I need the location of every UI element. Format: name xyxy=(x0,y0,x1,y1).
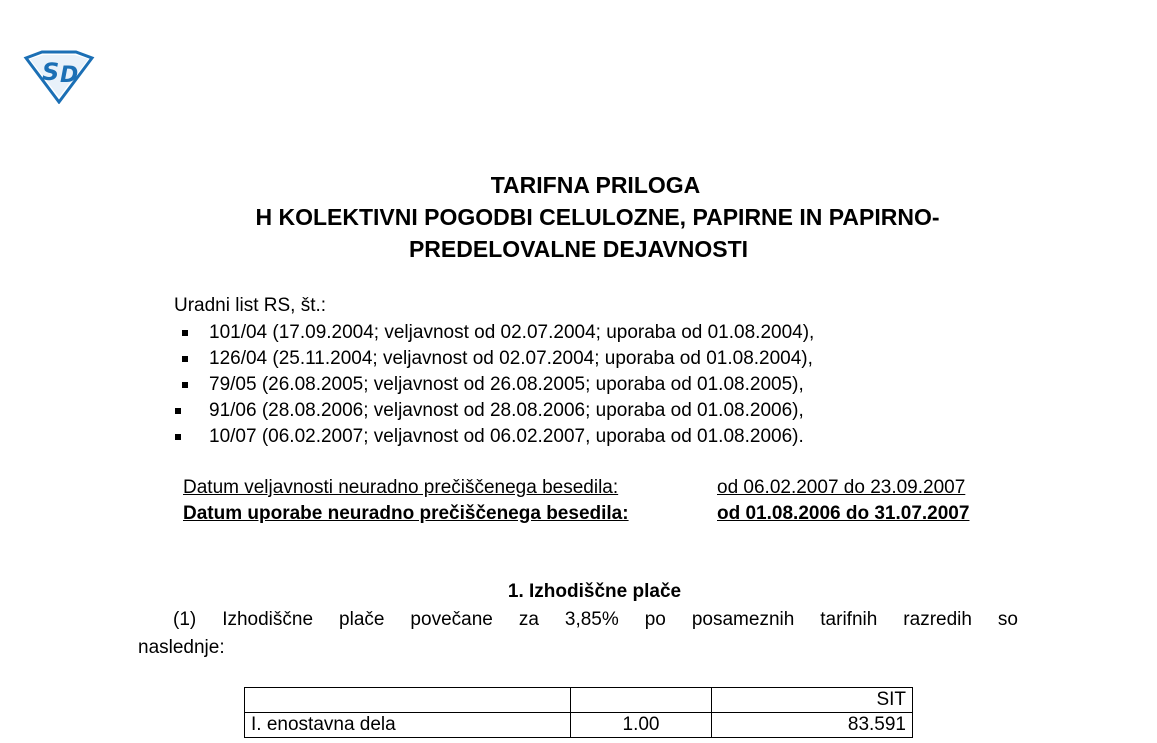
list-item: 91/06 (28.08.2006; veljavnost od 28.08.2006; uporaba od 01.08.2006), xyxy=(174,399,814,425)
sd-shield-logo-icon xyxy=(22,50,96,104)
currency-header: SIT xyxy=(712,688,913,713)
bullet-icon xyxy=(175,408,181,414)
svg-text:D: D xyxy=(60,63,79,88)
paragraph-line-2: naslednje: xyxy=(138,637,225,658)
table-cell xyxy=(571,688,712,713)
salary-coefficient: 1.00 xyxy=(571,713,712,738)
document-title xyxy=(0,169,1157,265)
section-heading: 1. Izhodiščne plače xyxy=(507,581,682,602)
salary-amount: 83.591 xyxy=(712,713,913,738)
title-line-3: PREDELOVALNE DEJAVNOSTI xyxy=(408,236,749,262)
table-header-row xyxy=(245,688,913,713)
table-cell xyxy=(245,688,571,713)
list-item: 79/05 (26.08.2005; veljavnost od 26.08.2005; uporaba od 01.08.2005), xyxy=(174,373,814,399)
table-row xyxy=(245,713,913,738)
validity-date-value: od 06.02.2007 do 23.09.2007 xyxy=(717,477,966,498)
usage-date-value: od 01.08.2006 do 31.07.2007 xyxy=(717,503,970,524)
title-line-1: TARIFNA PRILOGA xyxy=(490,172,701,198)
svg-text:S: S xyxy=(42,58,60,86)
list-item: 101/04 (17.09.2004; veljavnost od 02.07.2004; uporaba od 01.08.2004), xyxy=(174,321,814,347)
usage-date-label: Datum uporabe neuradno prečiščenega besedila: xyxy=(183,503,629,524)
validity-date-label: Datum veljavnosti neuradno prečiščenega besedila: xyxy=(183,477,619,498)
bullet-icon xyxy=(182,356,188,362)
salary-class-name: I. enostavna dela xyxy=(245,713,571,738)
title-line-2: H KOLEKTIVNI POGODBI CELULOZNE, PAPIRNE IN PAPIRNO- xyxy=(255,204,940,230)
gazette-reference-list xyxy=(174,321,814,451)
paragraph-line-1: (1) Izhodiščne plače povečane za 3,85% po posameznih tarifnih razredih so xyxy=(173,609,1018,630)
bullet-icon xyxy=(175,434,181,440)
official-gazette-label: Uradni list RS, št.: xyxy=(174,295,327,316)
list-item: 10/07 (06.02.2007; veljavnost od 06.02.2007, uporaba od 01.08.2006). xyxy=(174,425,814,451)
bullet-icon xyxy=(182,382,188,388)
section-paragraph xyxy=(138,606,1018,662)
list-item: 126/04 (25.11.2004; veljavnost od 02.07.2004; uporaba od 01.08.2004), xyxy=(174,347,814,373)
bullet-icon xyxy=(182,330,188,336)
salary-table xyxy=(244,687,913,738)
